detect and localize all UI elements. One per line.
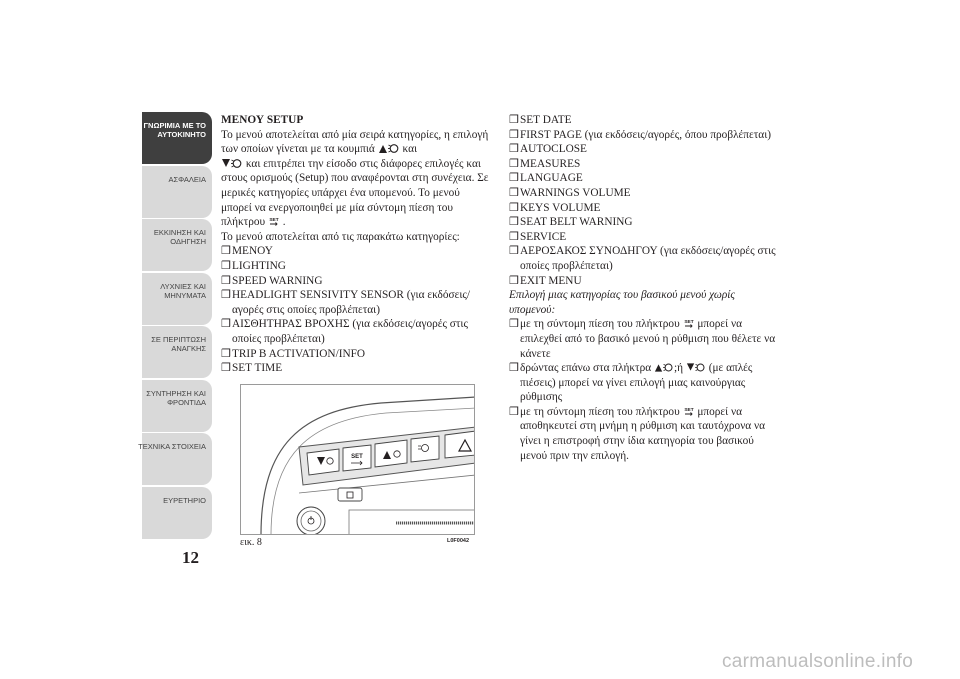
category-label: LIGHTING <box>232 259 286 272</box>
intro-paragraph <box>221 128 491 230</box>
action-item <box>509 317 781 361</box>
category-label: SET DATE <box>520 114 572 126</box>
control-panel-illustration <box>241 385 475 535</box>
bullet-box: ❒ <box>221 245 231 258</box>
category-label: ΑΕΡΟΣΑΚΟΣ ΣΥΝΟΔΗΓΟΥ (για εκδόσεις/αγορές στις οποίες προβλέπεται) <box>520 245 776 272</box>
chapter-tabs <box>138 112 214 540</box>
up-dimmer-icon <box>378 143 400 154</box>
set-key-icon <box>683 318 695 329</box>
chapter-tab[interactable] <box>142 166 212 218</box>
up-button <box>375 440 407 467</box>
chapter-tab-label: ΣΥΝΤΗΡΗΣΗ ΚΑΙ <box>146 388 206 398</box>
chapter-tab[interactable] <box>142 487 212 539</box>
svg-text:SET: SET <box>269 218 279 224</box>
category-item <box>509 201 781 216</box>
action-text: δρώντας επάνω στα πλήκτρα <box>520 362 652 375</box>
hazard-button <box>445 431 475 458</box>
action-text: με τη σύντομη πίεση του πλήκτρου <box>520 405 680 418</box>
category-label: LANGUAGE <box>520 172 583 185</box>
action-text-cont: (με απλές πιέσεις) μπορεί να γίνει επιλογή μιας καινούργιας ρύθμισης <box>520 362 753 404</box>
right-column <box>509 113 781 463</box>
category-item <box>221 288 491 317</box>
category-label: SERVICE <box>520 230 567 243</box>
chapter-tab[interactable] <box>142 326 212 378</box>
category-label: ΑΙΣΘΗΤΗΡΑΣ ΒΡΟΧΗΣ (για εκδόσεις/αγορές στις οποίες προβλέπεται) <box>232 318 468 345</box>
down-dimmer-icon <box>221 158 243 169</box>
category-item <box>509 186 781 201</box>
category-item <box>221 317 491 346</box>
action-text-mid: ;ή <box>673 362 684 375</box>
bullet-box: ❒ <box>221 274 231 287</box>
category-item <box>221 259 491 274</box>
chapter-tab-label: ΛΥΧΝΙΕΣ ΚΑΙ <box>160 281 206 291</box>
bullet-box: ❒ <box>221 362 231 375</box>
subsection-heading: Επιλογή μιας κατηγορίας του βασικού μενού χωρίς υπομενού: <box>509 289 735 316</box>
category-item <box>221 244 491 259</box>
category-item <box>509 142 781 157</box>
action-item <box>509 405 781 463</box>
bullet-box: ❒ <box>509 405 519 418</box>
chapter-tab[interactable] <box>142 112 212 164</box>
category-item <box>509 171 781 186</box>
fog-light-button <box>411 436 439 462</box>
bullet-box: ❒ <box>509 201 519 214</box>
category-label: MEASURES <box>520 157 581 170</box>
bullet-box: ❒ <box>221 318 231 331</box>
intro-text-a: Το μενού αποτελείται από μία σειρά κατηγορίες, η επιλογή των οποίων γίνεται με τα κουμπιά <box>221 128 489 156</box>
action-text-cont: μπορεί να αποθηκευτεί στη μνήμη η ρύθμιση και ταυτόχρονα να γίνει η επιστροφή στην ίδια κατηγορία του βασικού μενού πριν την επιλογή. <box>520 405 766 462</box>
category-label: ΜΕΝΟΥ <box>232 245 273 258</box>
category-item <box>509 113 781 128</box>
down-button <box>307 449 339 475</box>
chapter-tab[interactable] <box>142 219 212 271</box>
svg-text:SET: SET <box>683 320 694 326</box>
watermark: carmanualsonline.info <box>722 651 914 672</box>
chapter-tab-label: ΣΕ ΠΕΡΙΠΤΩΣΗ <box>151 335 206 344</box>
chapter-tab-label: ΦΡΟΝΤΙΔΑ <box>167 397 206 407</box>
category-list <box>221 244 491 375</box>
chapter-tab[interactable] <box>138 433 212 485</box>
category-label: WARNINGS VOLUME <box>520 186 631 199</box>
figure-caption: εικ. 8 <box>240 537 262 548</box>
bullet-box: ❒ <box>509 318 519 331</box>
bullet-box: ❒ <box>509 362 519 375</box>
chapter-tab-label: ΜΗΝΥΜΑΤΑ <box>164 290 206 300</box>
category-label: EXIT MENU <box>520 274 582 287</box>
intro-text-b: και <box>402 143 418 156</box>
section-heading: ΜΕΝΟΥ SETUP <box>221 114 304 126</box>
category-item <box>221 347 491 362</box>
figure-code: L0F0042 <box>447 538 470 544</box>
category-item <box>221 361 491 376</box>
bullet-box: ❒ <box>221 289 231 302</box>
intro-text-d: . <box>282 216 286 229</box>
chapter-tab[interactable] <box>142 273 212 325</box>
action-text: με τη σύντομη πίεση του πλήκτρου <box>520 318 680 331</box>
category-label: FIRST PAGE (για εκδόσεις/αγορές, όπου προβλέπεται) <box>520 128 771 141</box>
bullet-box: ❒ <box>509 172 519 185</box>
category-item <box>509 128 781 143</box>
chapter-tab[interactable] <box>142 380 212 432</box>
chapter-tab-label: ΑΣΦΑΛΕΙΑ <box>168 174 206 184</box>
chapter-tab-label: ΟΔΗΓΗΣΗ <box>170 237 206 246</box>
left-column <box>221 113 491 376</box>
category-list-continued <box>509 113 781 288</box>
bullet-box: ❒ <box>509 186 519 199</box>
page-number: 12 <box>182 548 199 567</box>
bullet-box: ❒ <box>509 245 519 258</box>
chapter-tab-label: ΑΝΑΓΚΗΣ <box>171 344 206 353</box>
chapter-tab-label: ΕΚΚΙΝΗΣΗ ΚΑΙ <box>153 228 206 237</box>
bullet-box: ❒ <box>509 114 519 126</box>
svg-text:SET: SET <box>683 407 694 413</box>
intro-text-c: και επιτρέπει την είσοδο στις διάφορες επιλογές και στους ορισμούς (Setup) που αναφέρονται στη συνέχεια. Σε μερικές κατηγορίες υπάρχει ένα υπομενού. Το μενού μπορεί να ενεργοποιηθεί με μία σύντομη πίεση του πλήκτρου <box>221 157 489 229</box>
bullet-box: ❒ <box>509 216 519 229</box>
bullet-box: ❒ <box>509 274 519 287</box>
lock-button <box>338 488 362 501</box>
category-label: SEAT BELT WARNING <box>520 216 633 229</box>
down-dimmer-icon <box>686 362 706 373</box>
bullet-box: ❒ <box>509 157 519 170</box>
chapter-tab-label: ΓΝΩΡΙΜΙΑ ΜΕ ΤΟ <box>143 121 206 130</box>
category-item <box>509 274 781 289</box>
set-key-icon <box>683 406 695 417</box>
category-label: SPEED WARNING <box>232 274 323 287</box>
category-label: TRIP B ACTIVATION/INFO <box>232 347 366 360</box>
chapter-tab-label: ΤΕΧΝΙΚΑ ΣΤΟΙΧΕΙΑ <box>138 442 206 451</box>
category-item <box>509 230 781 245</box>
category-item <box>509 215 781 230</box>
bullet-box: ❒ <box>221 347 231 360</box>
chapter-tab-label: ΕΥΡΕΤΗΡΙΟ <box>163 495 206 505</box>
bullet-box: ❒ <box>509 143 519 156</box>
action-item <box>509 361 781 405</box>
category-item <box>221 274 491 289</box>
set-button-label: SET <box>351 454 363 460</box>
category-item <box>509 157 781 172</box>
bullet-box: ❒ <box>221 259 231 272</box>
categories-intro: Το μενού αποτελείται από τις παρακάτω κατηγορίες: <box>221 230 460 243</box>
bullet-box: ❒ <box>509 230 519 243</box>
action-text-cont: μπορεί να επιλεχθεί από το βασικό μενού η ρύθμιση που θέλετε να κάνετε <box>520 318 776 360</box>
set-key-icon <box>268 216 280 227</box>
category-label: AUTOCLOSE <box>520 143 587 156</box>
category-label: KEYS VOLUME <box>520 201 601 214</box>
category-label: HEADLIGHT SENSIVITY SENSOR (για εκδόσεις/αγορές στις οποίες προβλέπεται) <box>232 289 470 316</box>
up-dimmer-icon <box>654 362 674 373</box>
figure-8 <box>240 384 475 535</box>
category-item <box>509 244 781 273</box>
category-label: SET TIME <box>232 362 283 375</box>
bullet-box: ❒ <box>509 128 519 141</box>
chapter-tab-label: ΑΥΤΟΚΙΝΗΤΟ <box>157 130 206 139</box>
